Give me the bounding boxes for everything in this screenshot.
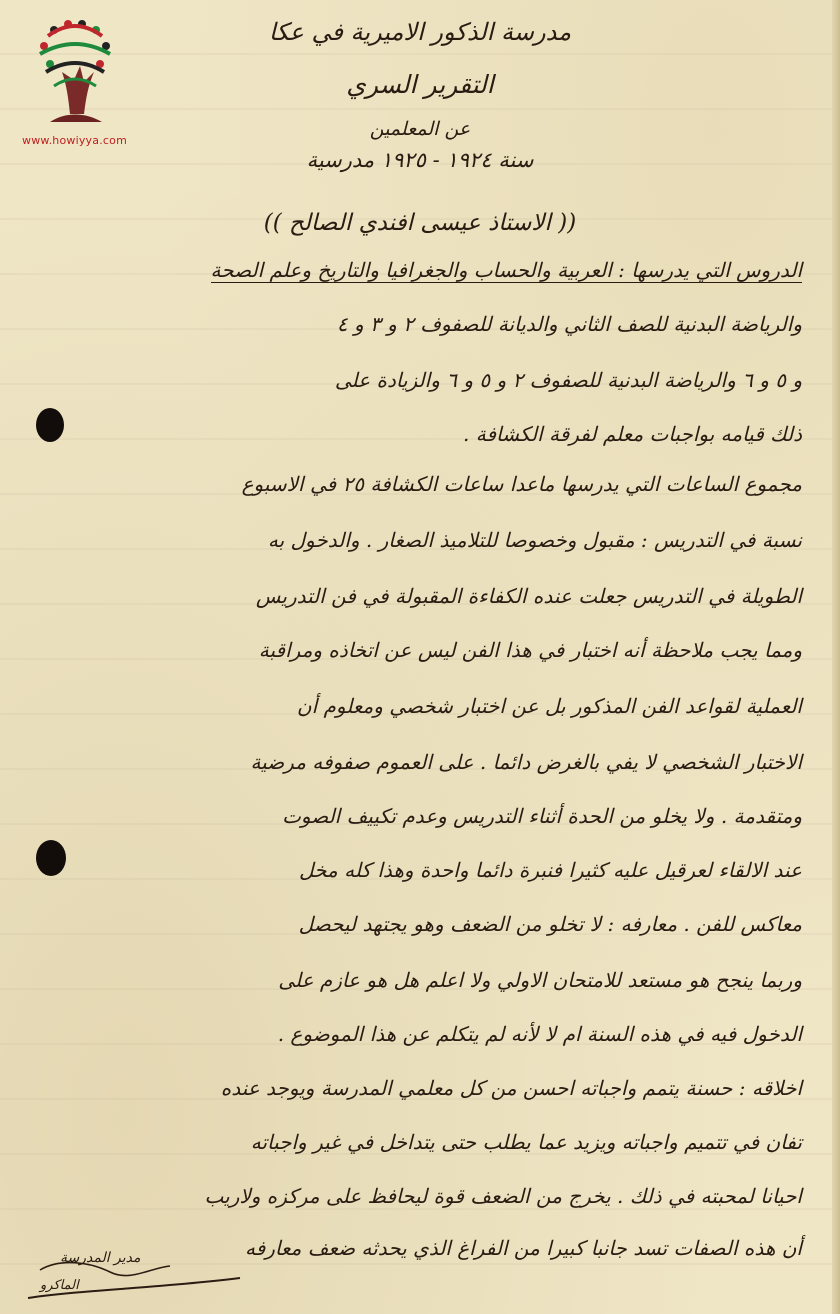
school-year: سنة ١٩٢٤ - ١٩٢٥ مدرسية: [306, 148, 534, 172]
body-line-3: و ٥ و ٦ والرياضة البدنية للصفوف ٢ و ٥ و ٦ والزيادة على: [334, 368, 802, 392]
body-line-1: الدروس التي يدرسها : العربية والحساب والجغرافيا والتاريخ وعلم الصحة: [210, 258, 802, 282]
body-line-16: اخلاقه : حسنة يتمم واجباته احسن من كل معلمي المدرسة ويوجد عنده: [220, 1076, 802, 1100]
signature: [20, 1248, 260, 1308]
body-line-18: احيانا لمحبته في ذلك . يخرج من الضعف قوة ليحافظ على مركزه ولاريب: [204, 1184, 802, 1208]
signature-line-2: الماكرو: [40, 1278, 79, 1293]
school-name: مدرسة الذكور الاميرية في عكا: [268, 18, 572, 46]
body-line-15: الدخول فيه في هذه السنة ام لا لأنه لم يتكلم عن هذا الموضوع .: [277, 1022, 802, 1046]
paper-edge: [832, 0, 840, 1314]
logo-url[interactable]: www.howiyya.com: [22, 134, 127, 147]
body-line-14: وربما ينجح هو مستعد للامتحان الاولي ولا اعلم هل هو عازم على: [278, 968, 802, 992]
body-line-6: نسبة في التدريس : مقبول وخصوصا للتلاميذ الصغار . والدخول به: [267, 528, 802, 552]
body-line-10: الاختبار الشخصي لا يفي بالغرض دائما . على العموم صفوفه مرضية: [250, 750, 802, 774]
body-line-5: مجموع الساعات التي يدرسها ماعدا ساعات الكشافة ٢٥ في الاسبوع: [241, 472, 802, 496]
teacher-name: (( الاستاذ عيسى افندي الصالح )): [263, 210, 577, 236]
body-line-19: أن هذه الصفات تسد جانبا كبيرا من الفراغ الذي يحدثه ضعف معارفه: [244, 1236, 802, 1260]
body-line-13: معاكس للفن . معارفه : لا تخلو من الضعف وهو يجتهد ليحصل: [298, 912, 802, 936]
body-line-7: الطويلة في التدريس جعلت عنده الكفاءة المقبولة في فن التدريس: [255, 584, 802, 608]
body-line-2: والرياضة البدنية للصف الثاني والديانة للصفوف ٢ و ٣ و ٤: [336, 312, 802, 336]
body-line-11: ومتقدمة . ولا يخلو من الحدة أثناء التدريس وعدم تكييف الصوت: [282, 804, 802, 828]
ink-hole-bottom: [36, 840, 66, 876]
body-line-4: ذلك قيامه بواجبات معلم لفرقة الكشافة .: [463, 422, 802, 446]
ink-hole-top: [36, 408, 64, 442]
body-line-8: ومما يجب ملاحظة أنه اختبار في هذا الفن ليس عن اتخاذه ومراقبة: [258, 638, 802, 662]
body-line-17: تفان في تتميم واجباته ويزيد عما يطلب حتى يتداخل في غير واجباته: [250, 1130, 802, 1154]
report-title: التقرير السري: [346, 70, 494, 99]
signature-line-1: مدير المدرسة: [60, 1250, 141, 1266]
report-subject: عن المعلمين: [369, 118, 471, 140]
body-line-12: عند الالقاء لعرقيل عليه كثيرا فنبرة دائما واحدة وهذا كله مخل: [298, 858, 802, 882]
body-line-9: العملية لقواعد الفن المذكور بل عن اختبار شخصي ومعلوم أن: [296, 694, 802, 718]
